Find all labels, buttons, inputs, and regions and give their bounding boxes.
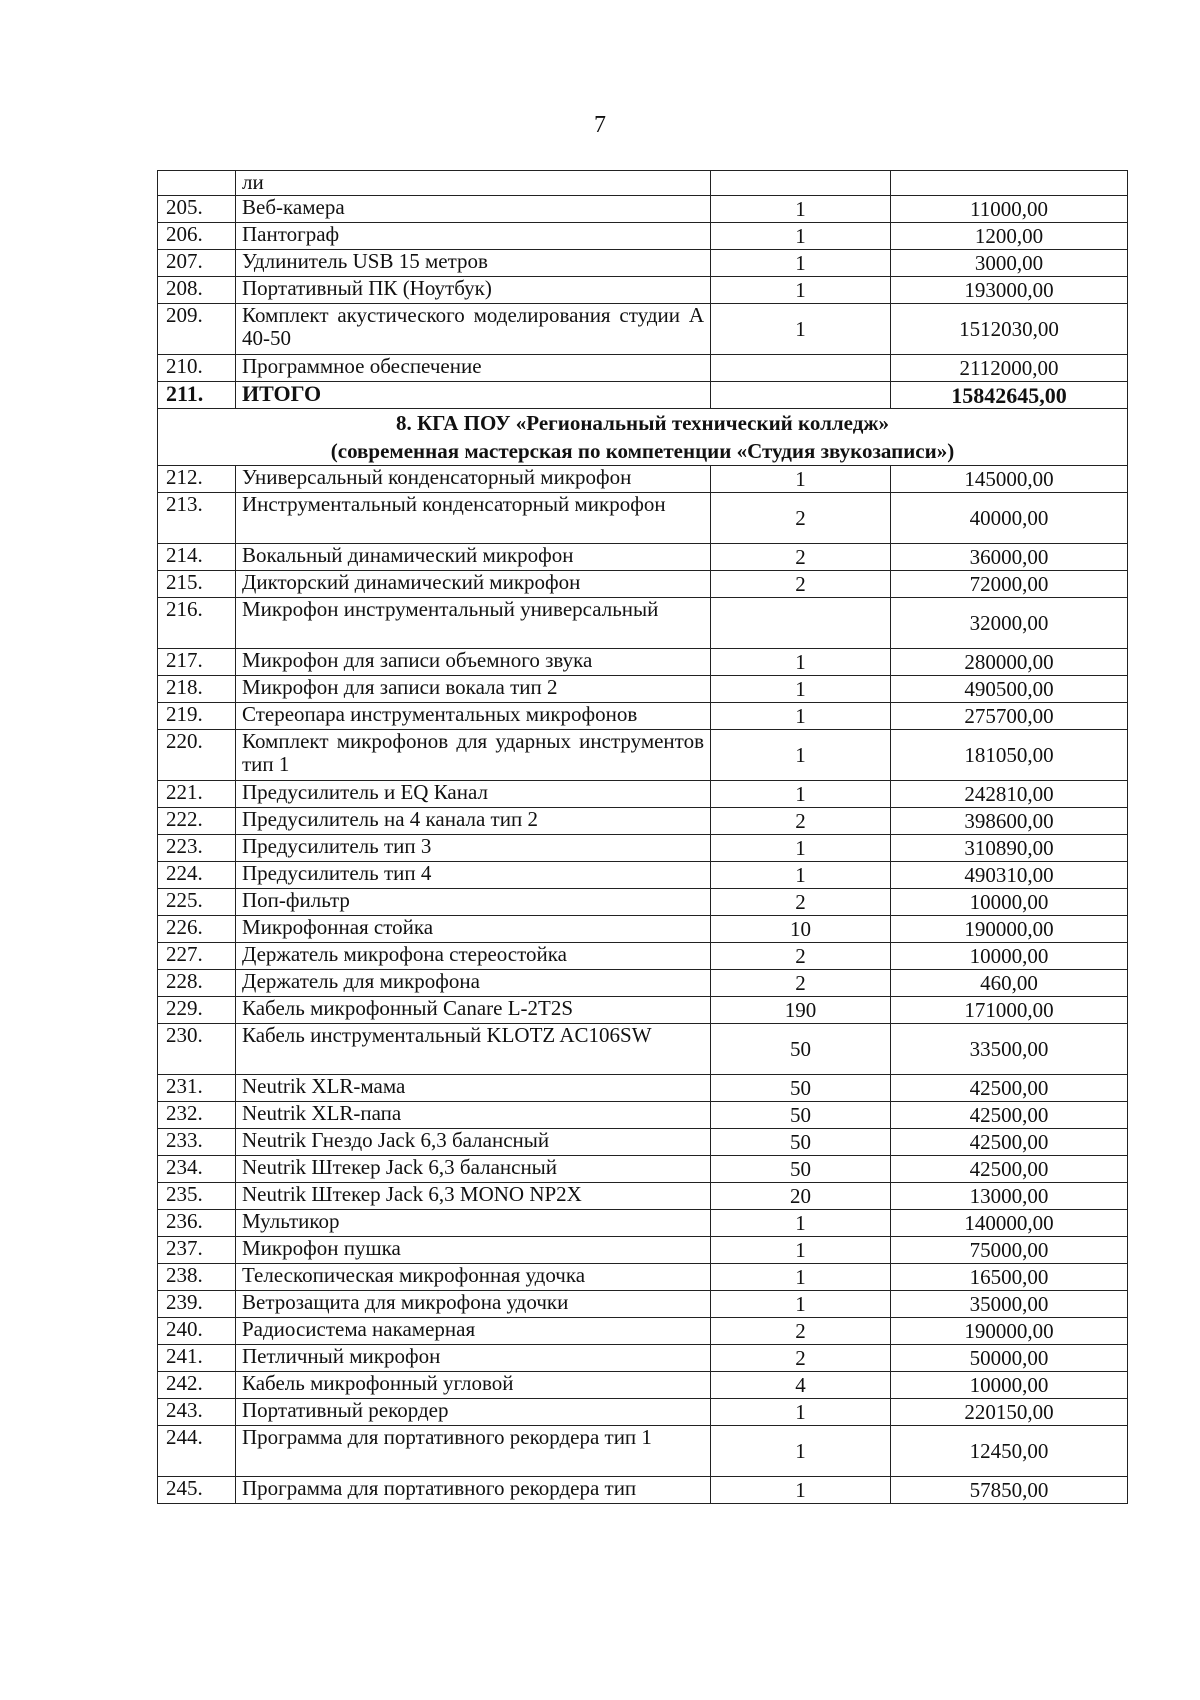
row-number-cell: 208. — [158, 277, 236, 304]
quantity-cell: 2 — [711, 1318, 891, 1345]
row-number-cell: 237. — [158, 1237, 236, 1264]
quantity-cell: 1 — [711, 1399, 891, 1426]
quantity-cell: 50 — [711, 1156, 891, 1183]
table-row — [158, 1156, 1128, 1183]
item-name-cell: Поп-фильтр — [236, 889, 711, 916]
row-number-cell: 216. — [158, 598, 236, 649]
sum-cell: 460,00 — [891, 970, 1128, 997]
sum-cell: 42500,00 — [891, 1156, 1128, 1183]
item-name-cell: Neutrik XLR-папа — [236, 1102, 711, 1129]
item-name-cell: Универсальный конденсаторный микрофон — [236, 466, 711, 493]
row-number-cell: 212. — [158, 466, 236, 493]
item-name-cell: Держатель для микрофона — [236, 970, 711, 997]
section-header — [158, 409, 1128, 466]
sum-cell: 190000,00 — [891, 1318, 1128, 1345]
table-row — [158, 493, 1128, 544]
row-number-cell: 244. — [158, 1426, 236, 1477]
quantity-cell: 1 — [711, 862, 891, 889]
quantity-cell: 50 — [711, 1075, 891, 1102]
row-number-cell: 214. — [158, 544, 236, 571]
quantity-cell: 1 — [711, 466, 891, 493]
item-name-cell: Петличный микрофон — [236, 1345, 711, 1372]
row-number-cell: 215. — [158, 571, 236, 598]
table-row — [158, 1426, 1128, 1477]
quantity-cell: 190 — [711, 997, 891, 1024]
sum-cell: 190000,00 — [891, 916, 1128, 943]
quantity-cell: 2 — [711, 544, 891, 571]
row-number-cell: 232. — [158, 1102, 236, 1129]
table-row — [158, 808, 1128, 835]
item-name-cell: Кабель микрофонный Canare L-2T2S — [236, 997, 711, 1024]
quantity-cell: 2 — [711, 1345, 891, 1372]
item-name-cell: Комплект микрофонов для ударных инструментов тип 1 — [236, 730, 711, 781]
item-name-cell: Предусилитель на 4 канала тип 2 — [236, 808, 711, 835]
sum-cell: 11000,00 — [891, 196, 1128, 223]
table-row — [158, 1183, 1128, 1210]
row-number-cell: 213. — [158, 493, 236, 544]
table-row — [158, 250, 1128, 277]
sum-cell: 171000,00 — [891, 997, 1128, 1024]
table-row — [158, 1345, 1128, 1372]
item-name-cell: Программа для портативного рекордера тип — [236, 1477, 711, 1504]
item-name-cell: Инструментальный конденсаторный микрофон — [236, 493, 711, 544]
row-number-cell: 229. — [158, 997, 236, 1024]
table-row — [158, 703, 1128, 730]
sum-cell: 42500,00 — [891, 1129, 1128, 1156]
table-row — [158, 304, 1128, 355]
table-row — [158, 1102, 1128, 1129]
item-name-cell: Удлинитель USB 15 метров — [236, 250, 711, 277]
quantity-cell: 1 — [711, 1477, 891, 1504]
row-number-cell: 233. — [158, 1129, 236, 1156]
row-number-cell: 239. — [158, 1291, 236, 1318]
table-row — [158, 889, 1128, 916]
item-name-cell: Комплект акустического моделирования студии A 40-50 — [236, 304, 711, 355]
table-row — [158, 1210, 1128, 1237]
table-row — [158, 916, 1128, 943]
table-row — [158, 1318, 1128, 1345]
row-number-cell — [158, 171, 236, 196]
row-number-cell: 209. — [158, 304, 236, 355]
quantity-cell — [711, 598, 891, 649]
table-row — [158, 649, 1128, 676]
table-row — [158, 598, 1128, 649]
sum-cell: 1512030,00 — [891, 304, 1128, 355]
table-row — [158, 1399, 1128, 1426]
table-row — [158, 355, 1128, 382]
sum-cell: 75000,00 — [891, 1237, 1128, 1264]
item-name-cell: Программа для портативного рекордера тип 1 — [236, 1426, 711, 1477]
sum-cell: 16500,00 — [891, 1264, 1128, 1291]
sum-cell: 42500,00 — [891, 1102, 1128, 1129]
sum-cell — [891, 171, 1128, 196]
sum-cell: 10000,00 — [891, 889, 1128, 916]
row-number-cell: 222. — [158, 808, 236, 835]
item-name-cell: Микрофон для записи объемного звука — [236, 649, 711, 676]
quantity-cell: 1 — [711, 250, 891, 277]
item-name-cell: Веб-камера — [236, 196, 711, 223]
row-number-cell: 228. — [158, 970, 236, 997]
table-row — [158, 1264, 1128, 1291]
section-title: 8. КГА ПОУ «Региональный технический колледж» — [395, 411, 890, 435]
sum-cell: 2112000,00 — [891, 355, 1128, 382]
quantity-cell: 50 — [711, 1024, 891, 1075]
quantity-cell: 2 — [711, 889, 891, 916]
quantity-cell: 1 — [711, 781, 891, 808]
row-number-cell: 217. — [158, 649, 236, 676]
item-name-cell: Кабель инструментальный KLOTZ AC106SW — [236, 1024, 711, 1075]
table-row — [158, 970, 1128, 997]
sum-cell: 242810,00 — [891, 781, 1128, 808]
item-name-cell: Радиосистема накамерная — [236, 1318, 711, 1345]
row-number-cell: 221. — [158, 781, 236, 808]
row-number-cell: 241. — [158, 1345, 236, 1372]
row-number-cell: 234. — [158, 1156, 236, 1183]
equipment-table — [157, 170, 1128, 1504]
row-number-cell: 225. — [158, 889, 236, 916]
quantity-cell: 1 — [711, 676, 891, 703]
sum-cell: 145000,00 — [891, 466, 1128, 493]
section-header-row — [158, 409, 1128, 466]
quantity-cell — [711, 171, 891, 196]
quantity-cell: 1 — [711, 277, 891, 304]
sum-cell: 181050,00 — [891, 730, 1128, 781]
row-number-cell: 220. — [158, 730, 236, 781]
row-number-cell: 231. — [158, 1075, 236, 1102]
quantity-cell: 1 — [711, 304, 891, 355]
row-number-cell: 218. — [158, 676, 236, 703]
table-row — [158, 382, 1128, 409]
sum-cell: 3000,00 — [891, 250, 1128, 277]
table-row — [158, 781, 1128, 808]
item-name-cell: Портативный рекордер — [236, 1399, 711, 1426]
sum-cell: 140000,00 — [891, 1210, 1128, 1237]
sum-cell: 490500,00 — [891, 676, 1128, 703]
item-name-cell: ли — [236, 171, 711, 196]
sum-cell: 280000,00 — [891, 649, 1128, 676]
item-name-cell: Портативный ПК (Ноутбук) — [236, 277, 711, 304]
table-row — [158, 1024, 1128, 1075]
sum-cell: 13000,00 — [891, 1183, 1128, 1210]
row-number-cell: 210. — [158, 355, 236, 382]
row-number-cell: 205. — [158, 196, 236, 223]
quantity-cell: 1 — [711, 1264, 891, 1291]
table-row — [158, 943, 1128, 970]
sum-cell: 33500,00 — [891, 1024, 1128, 1075]
item-name-cell: Пантограф — [236, 223, 711, 250]
quantity-cell: 2 — [711, 808, 891, 835]
table-row — [158, 835, 1128, 862]
table-row — [158, 223, 1128, 250]
section-subtitle: (современная мастерская по компетенции «Студия звукозаписи») — [330, 439, 955, 463]
quantity-cell: 1 — [711, 223, 891, 250]
quantity-cell: 20 — [711, 1183, 891, 1210]
sum-cell: 1200,00 — [891, 223, 1128, 250]
item-name-cell: Держатель микрофона стереостойка — [236, 943, 711, 970]
sum-cell: 193000,00 — [891, 277, 1128, 304]
sum-cell: 10000,00 — [891, 1372, 1128, 1399]
item-name-cell: Кабель микрофонный угловой — [236, 1372, 711, 1399]
table-row — [158, 862, 1128, 889]
table-row — [158, 1075, 1128, 1102]
row-number-cell: 226. — [158, 916, 236, 943]
quantity-cell: 2 — [711, 943, 891, 970]
item-name-cell: ИТОГО — [236, 382, 711, 409]
item-name-cell: Программное обеспечение — [236, 355, 711, 382]
sum-cell: 12450,00 — [891, 1426, 1128, 1477]
item-name-cell: Дикторский динамический микрофон — [236, 571, 711, 598]
quantity-cell: 1 — [711, 1210, 891, 1237]
row-number-cell: 227. — [158, 943, 236, 970]
item-name-cell: Мультикор — [236, 1210, 711, 1237]
table-row — [158, 1372, 1128, 1399]
quantity-cell: 4 — [711, 1372, 891, 1399]
sum-cell: 275700,00 — [891, 703, 1128, 730]
row-number-cell: 245. — [158, 1477, 236, 1504]
quantity-cell — [711, 382, 891, 409]
table-row — [158, 1129, 1128, 1156]
sum-cell: 40000,00 — [891, 493, 1128, 544]
table-row — [158, 277, 1128, 304]
quantity-cell: 50 — [711, 1102, 891, 1129]
row-number-cell: 219. — [158, 703, 236, 730]
row-number-cell: 230. — [158, 1024, 236, 1075]
quantity-cell — [711, 355, 891, 382]
row-number-cell: 211. — [158, 382, 236, 409]
row-number-cell: 236. — [158, 1210, 236, 1237]
quantity-cell: 1 — [711, 1426, 891, 1477]
item-name-cell: Микрофон для записи вокала тип 2 — [236, 676, 711, 703]
table-row — [158, 466, 1128, 493]
quantity-cell: 1 — [711, 703, 891, 730]
table-row — [158, 730, 1128, 781]
sum-cell: 36000,00 — [891, 544, 1128, 571]
quantity-cell: 2 — [711, 970, 891, 997]
quantity-cell: 1 — [711, 1237, 891, 1264]
table-row — [158, 1237, 1128, 1264]
item-name-cell: Телескопическая микрофонная удочка — [236, 1264, 711, 1291]
row-number-cell: 235. — [158, 1183, 236, 1210]
sum-cell: 220150,00 — [891, 1399, 1128, 1426]
item-name-cell: Neutrik Штекер Jack 6,3 MONO NP2X — [236, 1183, 711, 1210]
table-row — [158, 676, 1128, 703]
row-number-cell: 206. — [158, 223, 236, 250]
sum-cell: 42500,00 — [891, 1075, 1128, 1102]
sum-cell: 50000,00 — [891, 1345, 1128, 1372]
quantity-cell: 1 — [711, 730, 891, 781]
item-name-cell: Neutrik Гнездо Jack 6,3 балансный — [236, 1129, 711, 1156]
page-number: 7 — [594, 112, 606, 138]
quantity-cell: 2 — [711, 493, 891, 544]
row-number-cell: 243. — [158, 1399, 236, 1426]
quantity-cell: 10 — [711, 916, 891, 943]
row-number-cell: 240. — [158, 1318, 236, 1345]
sum-cell: 57850,00 — [891, 1477, 1128, 1504]
sum-cell: 490310,00 — [891, 862, 1128, 889]
sum-cell: 35000,00 — [891, 1291, 1128, 1318]
row-number-cell: 224. — [158, 862, 236, 889]
quantity-cell: 50 — [711, 1129, 891, 1156]
item-name-cell: Микрофон инструментальный универсальный — [236, 598, 711, 649]
sum-cell: 32000,00 — [891, 598, 1128, 649]
quantity-cell: 1 — [711, 649, 891, 676]
item-name-cell: Предусилитель тип 4 — [236, 862, 711, 889]
table-row — [158, 571, 1128, 598]
table-row — [158, 997, 1128, 1024]
item-name-cell: Предусилитель и EQ Канал — [236, 781, 711, 808]
sum-cell: 398600,00 — [891, 808, 1128, 835]
table-row — [158, 196, 1128, 223]
item-name-cell: Ветрозащита для микрофона удочки — [236, 1291, 711, 1318]
continuation-row — [158, 171, 1128, 196]
sum-cell: 310890,00 — [891, 835, 1128, 862]
item-name-cell: Стереопара инструментальных микрофонов — [236, 703, 711, 730]
sum-cell: 72000,00 — [891, 571, 1128, 598]
item-name-cell: Микрофонная стойка — [236, 916, 711, 943]
item-name-cell: Предусилитель тип 3 — [236, 835, 711, 862]
quantity-cell: 1 — [711, 1291, 891, 1318]
row-number-cell: 223. — [158, 835, 236, 862]
table-row — [158, 544, 1128, 571]
table-row — [158, 1291, 1128, 1318]
item-name-cell: Вокальный динамический микрофон — [236, 544, 711, 571]
row-number-cell: 242. — [158, 1372, 236, 1399]
row-number-cell: 207. — [158, 250, 236, 277]
quantity-cell: 1 — [711, 196, 891, 223]
item-name-cell: Neutrik Штекер Jack 6,3 балансный — [236, 1156, 711, 1183]
quantity-cell: 1 — [711, 835, 891, 862]
quantity-cell: 2 — [711, 571, 891, 598]
table-row — [158, 1477, 1128, 1504]
item-name-cell: Микрофон пушка — [236, 1237, 711, 1264]
item-name-cell: Neutrik XLR-мама — [236, 1075, 711, 1102]
sum-cell: 15842645,00 — [891, 382, 1128, 409]
sum-cell: 10000,00 — [891, 943, 1128, 970]
row-number-cell: 238. — [158, 1264, 236, 1291]
